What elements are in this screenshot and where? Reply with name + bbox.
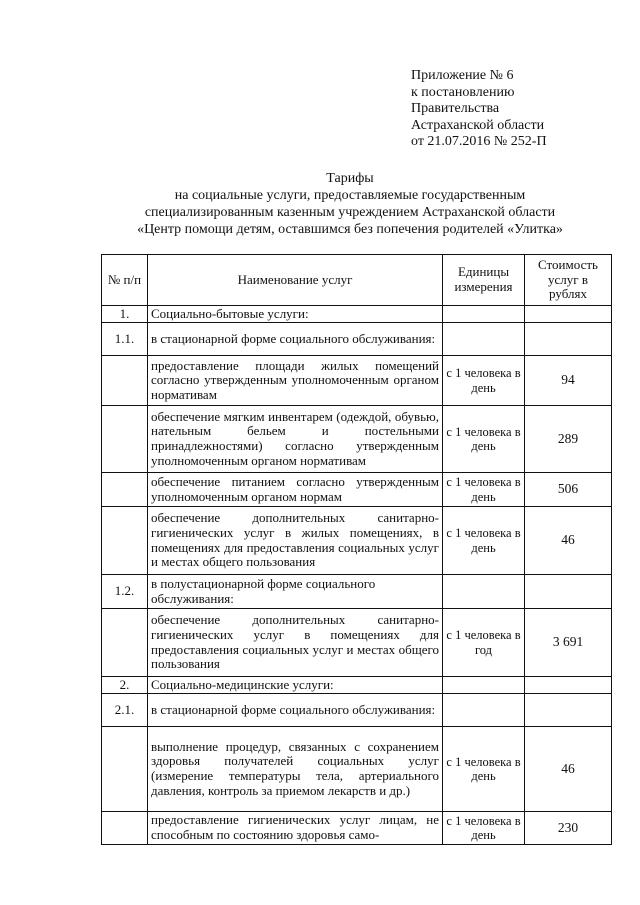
document-title [100, 170, 600, 238]
row-name: обеспечение дополнительных санитарно-гигиенических услуг в жилых помещениях, в помещениях для предоставления социальных услуг и местах общего пользования [148, 507, 443, 575]
row-name: обеспечение дополнительных санитарно-гигиенических услуг в помещениях для предоставления социальных услуг и местах общего пользования [148, 609, 443, 677]
row-cost: 506 [525, 473, 612, 507]
row-name: обеспечение мягким инвентарем (одеждой, обувью, нательным бельем и постельными принадлежностями) согласно утвержденным уполномоченным органом нормативам [148, 406, 443, 473]
row-num: 1.2. [102, 575, 148, 609]
title-line: Тарифы [326, 171, 374, 186]
appendix-line: Приложение № 6 [411, 68, 514, 83]
table-row [102, 323, 612, 356]
row-name: в стационарной форме социального обслуживания: [148, 694, 443, 727]
table-row [102, 306, 612, 323]
row-unit: с 1 человека в день [443, 406, 525, 473]
table-row [102, 507, 612, 575]
row-cost: 3 691 [525, 609, 612, 677]
row-name: Социально-бытовые услуги: [148, 306, 443, 323]
row-num: 1. [102, 306, 148, 323]
table-row [102, 677, 612, 694]
appendix-date-line: от 21.07.2016 № 252-П [411, 134, 547, 149]
row-num [102, 507, 148, 575]
row-unit [443, 323, 525, 356]
row-num: 2.1. [102, 694, 148, 727]
row-num [102, 812, 148, 845]
row-num [102, 609, 148, 677]
row-cost [525, 694, 612, 727]
row-unit [443, 575, 525, 609]
title-line: «Центр помощи детям, оставшимся без попечения родителей «Улитка» [137, 222, 563, 237]
row-name: Социально-медицинские услуги: [148, 677, 443, 694]
row-unit: с 1 человека в год [443, 609, 525, 677]
row-unit: с 1 человека в день [443, 473, 525, 507]
row-cost [525, 575, 612, 609]
appendix-header [411, 68, 547, 151]
table-row [102, 575, 612, 609]
table-row [102, 609, 612, 677]
appendix-line: Правительства [411, 101, 500, 116]
row-num [102, 473, 148, 507]
row-num: 2. [102, 677, 148, 694]
row-name: предоставление площади жилых помещений согласно утвержденным уполномоченным органом нормативам [148, 356, 443, 406]
table-row [102, 356, 612, 406]
header-name: Наименование услуг [148, 255, 443, 306]
row-unit [443, 306, 525, 323]
row-num [102, 356, 148, 406]
row-unit: с 1 человека в день [443, 356, 525, 406]
row-cost [525, 323, 612, 356]
header-unit: Единицы измерения [443, 255, 525, 306]
title-line: на социальные услуги, предоставляемые государственным [174, 188, 526, 203]
table-row [102, 473, 612, 507]
row-name: предоставление гигиенических услуг лицам, не способным по состоянию здоровья само- [148, 812, 443, 845]
row-num: 1.1. [102, 323, 148, 356]
row-cost: 289 [525, 406, 612, 473]
row-name: в стационарной форме социального обслуживания: [148, 323, 443, 356]
row-cost: 46 [525, 507, 612, 575]
tariffs-table [101, 254, 612, 845]
table-row [102, 812, 612, 845]
row-num [102, 406, 148, 473]
table-row [102, 406, 612, 473]
row-unit [443, 694, 525, 727]
row-unit: с 1 человека в день [443, 812, 525, 845]
row-cost [525, 677, 612, 694]
row-name: выполнение процедур, связанных с сохранением здоровья получателей социальных услуг (измерение температуры тела, артериального давления, контроль за приемом лекарств и др.) [148, 727, 443, 812]
row-cost: 46 [525, 727, 612, 812]
row-unit: с 1 человека в день [443, 727, 525, 812]
row-name: в полустационарной форме социального обслуживания: [148, 575, 443, 609]
table-row [102, 694, 612, 727]
row-cost: 230 [525, 812, 612, 845]
title-line: специализированным казенным учреждением Астраханской области [144, 205, 556, 220]
row-unit [443, 677, 525, 694]
table-row [102, 727, 612, 812]
table-header-row [102, 255, 612, 306]
row-unit: с 1 человека в день [443, 507, 525, 575]
row-cost: 94 [525, 356, 612, 406]
header-cost: Стоимость услуг в рублях [525, 255, 612, 306]
row-name: обеспечение питанием согласно утвержденным уполномоченным органом нормам [148, 473, 443, 507]
row-num [102, 727, 148, 812]
header-num: № п/п [102, 255, 148, 306]
appendix-line: Астраханской области [411, 117, 545, 133]
appendix-line: к постановлению [411, 84, 515, 100]
row-cost [525, 306, 612, 323]
